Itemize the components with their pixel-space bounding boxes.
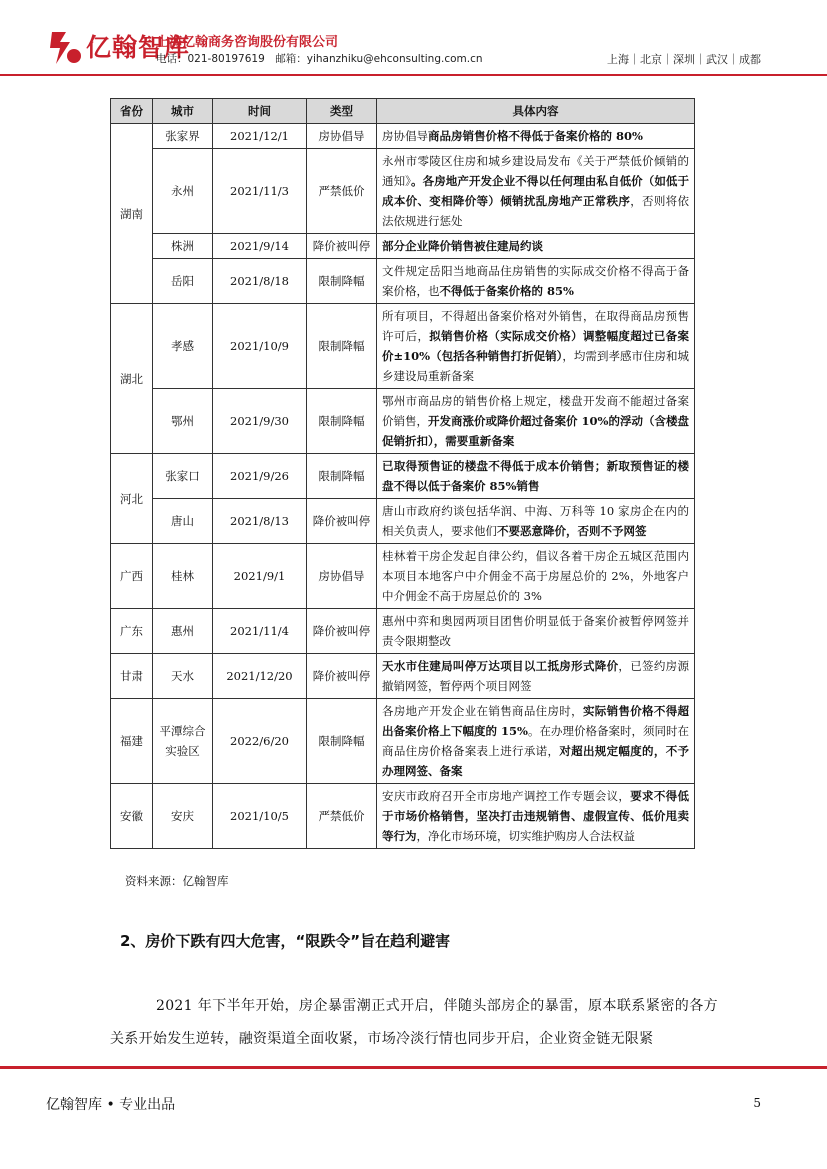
table-row bbox=[111, 124, 695, 149]
cell-city: 天水 bbox=[153, 654, 213, 699]
cell-province: 湖北 bbox=[111, 304, 153, 454]
table-row bbox=[111, 304, 695, 389]
cell-content: 天水市住建局叫停万达项目以工抵房形式降价，已签约房源撤销网签，暂停两个项目网签 bbox=[377, 654, 695, 699]
contact-info: 电话：021-80197619 邮箱：yihanzhiku@ehconsulting.com.cn bbox=[156, 53, 483, 65]
cell-city: 唐山 bbox=[153, 499, 213, 544]
cell-content: 所有项目，不得超出备案价格对外销售，在取得商品房预售许可后，拟销售价格（实际成交价格）调整幅度超过已备案价±10%（包括各种销售打折促销），均需到孝感市住房和城乡建设局重新备案 bbox=[377, 304, 695, 389]
logo-icon bbox=[44, 28, 84, 68]
cell-date: 2021/11/3 bbox=[213, 149, 307, 234]
col-header-city: 城市 bbox=[153, 99, 213, 124]
cell-type: 降价被叫停 bbox=[307, 609, 377, 654]
cell-content: 惠州中弈和奥园两项目团售价明显低于备案价被暂停网签并责令限期整改 bbox=[377, 609, 695, 654]
cell-type: 房协倡导 bbox=[307, 124, 377, 149]
body-paragraph: 2021 年下半年开始，房企暴雷潮正式开启，伴随头部房企的暴雷，原本联系紧密的各方关系开始发生逆转，融资渠道全面收紧，市场冷淡行情也同步开启，企业资金链无限紧 bbox=[110, 998, 718, 1047]
page-header bbox=[0, 0, 827, 78]
cell-content: 各房地产开发企业在销售商品住房时，实际销售价格不得超出备案价格上下幅度的 15%。在办理价格备案时，须同时在商品住房价格备案表上进行承诺，对超出规定幅度的，不予办理网签、备案 bbox=[377, 699, 695, 784]
cell-province: 广西 bbox=[111, 544, 153, 609]
col-header-type: 类型 bbox=[307, 99, 377, 124]
company-name: 上海亿翰商务咨询股份有限公司 bbox=[156, 35, 339, 50]
cell-type: 严禁低价 bbox=[307, 784, 377, 849]
table-row bbox=[111, 499, 695, 544]
table-row bbox=[111, 234, 695, 259]
cell-content: 安庆市政府召开全市房地产调控工作专题会议，要求不得低于市场价格销售，坚决打击违规销售、虚假宣传、低价甩卖等行为，净化市场环境，切实维护购房人合法权益 bbox=[377, 784, 695, 849]
cell-type: 限制降幅 bbox=[307, 454, 377, 499]
col-header-date: 时间 bbox=[213, 99, 307, 124]
cell-city: 惠州 bbox=[153, 609, 213, 654]
cell-type: 降价被叫停 bbox=[307, 654, 377, 699]
cell-content: 房协倡导商品房销售价格不得低于备案价格的 80% bbox=[377, 124, 695, 149]
cell-city: 平潭综合实验区 bbox=[153, 699, 213, 784]
cell-content: 鄂州市商品房的销售价格上规定，楼盘开发商不能超过备案价销售，开发商涨价或降价超过备案价 10%的浮动（含楼盘促销折扣），需要重新备案 bbox=[377, 389, 695, 454]
cell-province: 甘肃 bbox=[111, 654, 153, 699]
cell-city: 鄂州 bbox=[153, 389, 213, 454]
cell-date: 2021/12/20 bbox=[213, 654, 307, 699]
cell-province: 河北 bbox=[111, 454, 153, 544]
cell-content: 已取得预售证的楼盘不得低于成本价销售；新取预售证的楼盘不得以低于备案价 85%销售 bbox=[377, 454, 695, 499]
col-header-province: 省份 bbox=[111, 99, 153, 124]
table-row bbox=[111, 454, 695, 499]
cell-province: 广东 bbox=[111, 609, 153, 654]
table-header-row bbox=[111, 99, 695, 124]
table-row bbox=[111, 699, 695, 784]
office-cities: 上海｜北京｜深圳｜武汉｜成都 bbox=[607, 53, 761, 66]
cell-type: 限制降幅 bbox=[307, 259, 377, 304]
cell-content: 唐山市政府约谈包括华润、中海、万科等 10 家房企在内的相关负责人，要求他们不要恶意降价，否则不予网签 bbox=[377, 499, 695, 544]
cell-date: 2021/10/9 bbox=[213, 304, 307, 389]
cell-city: 岳阳 bbox=[153, 259, 213, 304]
table-row bbox=[111, 389, 695, 454]
footer-divider bbox=[0, 1066, 827, 1069]
cell-date: 2021/8/18 bbox=[213, 259, 307, 304]
cell-city: 孝感 bbox=[153, 304, 213, 389]
cell-province: 福建 bbox=[111, 699, 153, 784]
cell-type: 降价被叫停 bbox=[307, 499, 377, 544]
cell-type: 限制降幅 bbox=[307, 304, 377, 389]
cell-type: 限制降幅 bbox=[307, 389, 377, 454]
cell-date: 2021/9/26 bbox=[213, 454, 307, 499]
policy-table bbox=[110, 98, 695, 849]
cell-type: 限制降幅 bbox=[307, 699, 377, 784]
cell-city: 安庆 bbox=[153, 784, 213, 849]
cell-city: 张家界 bbox=[153, 124, 213, 149]
cell-date: 2021/11/4 bbox=[213, 609, 307, 654]
cell-date: 2021/10/5 bbox=[213, 784, 307, 849]
page-number: 5 bbox=[753, 1096, 761, 1110]
table-row bbox=[111, 149, 695, 234]
cell-date: 2021/9/1 bbox=[213, 544, 307, 609]
cell-date: 2021/12/1 bbox=[213, 124, 307, 149]
cell-type: 降价被叫停 bbox=[307, 234, 377, 259]
section-heading: 2、房价下跌有四大危害，“限跌令”旨在趋利避害 bbox=[120, 932, 451, 950]
cell-content: 部分企业降价销售被住建局约谈 bbox=[377, 234, 695, 259]
footer-brand: 亿翰智库 • 专业出品 bbox=[46, 1097, 176, 1113]
cell-city: 张家口 bbox=[153, 454, 213, 499]
header-divider bbox=[0, 74, 827, 76]
table-row bbox=[111, 609, 695, 654]
table-row bbox=[111, 654, 695, 699]
cell-date: 2021/8/13 bbox=[213, 499, 307, 544]
logo-text: 亿翰智库 bbox=[86, 33, 191, 62]
cell-city: 株洲 bbox=[153, 234, 213, 259]
cell-city: 桂林 bbox=[153, 544, 213, 609]
cell-city: 永州 bbox=[153, 149, 213, 234]
table-row bbox=[111, 259, 695, 304]
table-source-note: 资料来源：亿翰智库 bbox=[125, 874, 229, 888]
cell-content: 文件规定岳阳当地商品住房销售的实际成交价格不得高于备案价格，也不得低于备案价格的 85% bbox=[377, 259, 695, 304]
cell-content: 永州市零陵区住房和城乡建设局发布《关于严禁低价倾销的通知》。各房地产开发企业不得以任何理由私自低价（如低于成本价、变相降价等）倾销扰乱房地产正常秩序，否则将依法依规进行惩处 bbox=[377, 149, 695, 234]
cell-date: 2022/6/20 bbox=[213, 699, 307, 784]
cell-date: 2021/9/14 bbox=[213, 234, 307, 259]
cell-type: 严禁低价 bbox=[307, 149, 377, 234]
cell-type: 房协倡导 bbox=[307, 544, 377, 609]
table-row bbox=[111, 784, 695, 849]
cell-content: 桂林着干房企发起自律公约，倡议各着干房企五城区范围内本项目本地客户中介佣金不高于房屋总价的 2%，外地客户中介佣金不高于房屋总价的 3% bbox=[377, 544, 695, 609]
table-row bbox=[111, 544, 695, 609]
cell-province: 安徽 bbox=[111, 784, 153, 849]
cell-province: 湖南 bbox=[111, 124, 153, 304]
col-header-content: 具体内容 bbox=[377, 99, 695, 124]
cell-date: 2021/9/30 bbox=[213, 389, 307, 454]
